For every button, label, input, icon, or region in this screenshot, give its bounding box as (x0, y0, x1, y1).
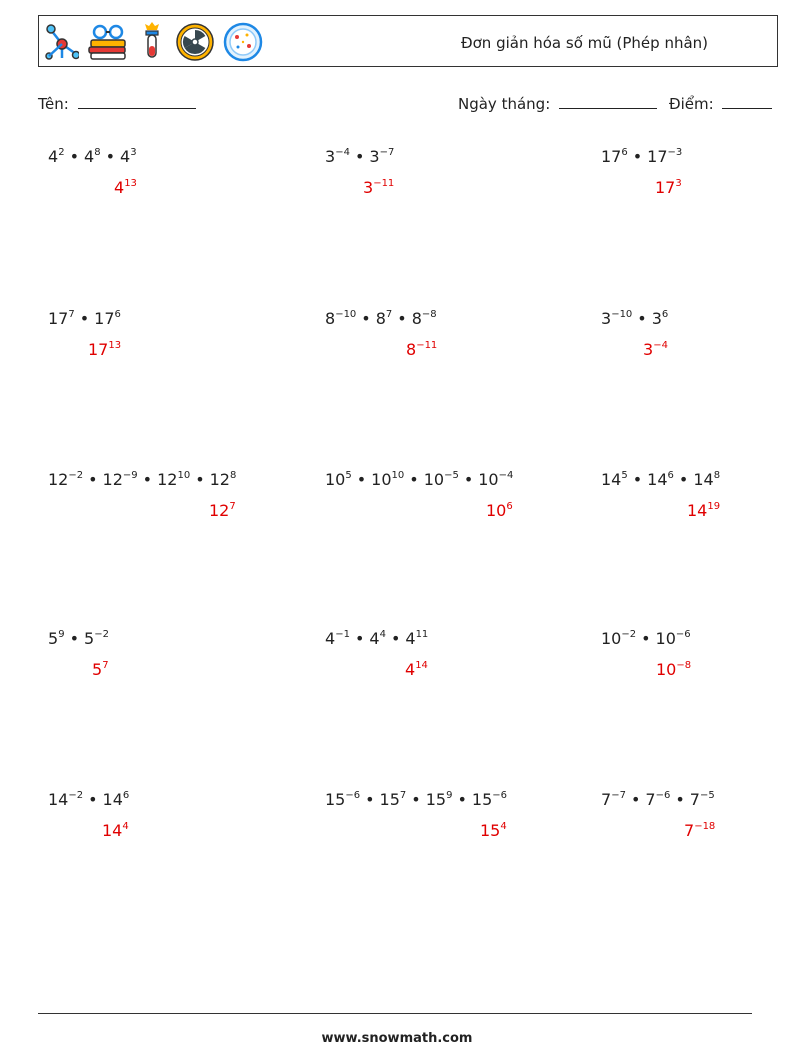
exponent: 14 (415, 660, 428, 671)
name-blank[interactable] (78, 94, 196, 109)
base: 5 (48, 629, 59, 648)
problem-expression (601, 470, 720, 490)
base: 12 (157, 470, 178, 489)
header-box (38, 15, 778, 67)
power-term (325, 470, 352, 489)
answer (656, 660, 691, 679)
base: 7 (684, 821, 695, 840)
answer-term (655, 178, 682, 197)
problem-expression (325, 790, 507, 810)
base: 14 (102, 790, 123, 809)
answer (643, 340, 668, 359)
exponent: 5 (345, 470, 352, 481)
exponent: −11 (416, 340, 438, 351)
multiply-dot: • (409, 470, 419, 489)
base: 15 (325, 790, 346, 809)
exponent: −10 (611, 309, 633, 320)
base: 4 (369, 629, 380, 648)
base: 4 (405, 629, 416, 648)
exponent: 5 (621, 470, 628, 481)
exponent: 6 (667, 470, 674, 481)
multiply-dot: • (641, 629, 651, 648)
answer-term (114, 178, 137, 197)
problem-expression (48, 629, 109, 649)
page-title: Đơn giản hóa số mũ (Phép nhân) (461, 34, 709, 52)
power-term (412, 309, 437, 328)
multiply-dot: • (69, 147, 79, 166)
power-term (84, 629, 109, 648)
multiply-dot: • (632, 470, 643, 489)
answer-term (486, 501, 513, 520)
exponent: −11 (373, 178, 395, 189)
books-glasses-icon (87, 22, 129, 62)
power-term (84, 147, 101, 166)
answer (405, 660, 428, 679)
exponent: −6 (675, 629, 691, 640)
base: 14 (48, 790, 69, 809)
exponent: −2 (621, 629, 637, 640)
base: 4 (48, 147, 59, 166)
base: 4 (84, 147, 95, 166)
answer-term (480, 821, 507, 840)
exponent: −5 (699, 790, 715, 801)
power-term (210, 470, 237, 489)
power-term (601, 147, 628, 166)
base: 5 (92, 660, 103, 679)
power-term (48, 309, 75, 328)
base: 3 (369, 147, 380, 166)
problem-expression (601, 629, 691, 649)
score-label: Điểm: (669, 95, 714, 113)
name-field (38, 94, 196, 113)
answer-term (92, 660, 109, 679)
base: 10 (486, 501, 507, 520)
power-term (478, 470, 513, 489)
exponent: −2 (68, 790, 84, 801)
exponent: 6 (122, 790, 130, 801)
exponent: −2 (68, 470, 84, 481)
base: 15 (425, 790, 447, 809)
answer (88, 340, 121, 359)
power-term (48, 470, 83, 489)
power-term (325, 147, 350, 166)
footer-url: www.snowmath.com (321, 1031, 473, 1046)
exponent: −3 (667, 147, 683, 158)
multiply-dot: • (632, 147, 643, 166)
answer (406, 340, 437, 359)
answer-term (209, 501, 236, 520)
power-term (371, 470, 404, 489)
base: 17 (88, 340, 109, 359)
base: 10 (656, 660, 677, 679)
base: 3 (325, 147, 336, 166)
multiply-dot: • (411, 790, 421, 809)
exponent: 11 (415, 629, 429, 640)
exponent: −2 (94, 629, 109, 640)
power-term (376, 309, 393, 328)
date-label: Ngày tháng: (458, 95, 551, 113)
exponent: −7 (379, 147, 395, 158)
base: 3 (363, 178, 374, 197)
multiply-dot: • (69, 629, 79, 648)
exponent: 10 (391, 470, 405, 481)
multiply-dot: • (195, 470, 205, 489)
name-label: Tên: (38, 95, 69, 113)
exponent: 6 (661, 309, 669, 320)
answer-term (102, 821, 129, 840)
power-term (426, 790, 453, 809)
base: 17 (655, 178, 676, 197)
base: 7 (689, 790, 700, 809)
exponent: −6 (345, 790, 361, 801)
base: 4 (120, 147, 131, 166)
power-term (103, 470, 138, 489)
power-term (601, 309, 632, 328)
exponent: 7 (229, 501, 236, 512)
answer (363, 178, 394, 197)
problem-expression (325, 147, 394, 167)
base: 4 (114, 178, 125, 197)
answer-term (406, 340, 437, 359)
base: 10 (655, 629, 676, 648)
problem-expression (325, 629, 428, 649)
exponent: −8 (676, 660, 692, 671)
answer (486, 501, 513, 520)
multiply-dot: • (142, 470, 153, 489)
base: 7 (601, 790, 612, 809)
exponent: −4 (335, 147, 350, 158)
exponent: −7 (611, 790, 626, 801)
multiply-dot: • (463, 470, 474, 489)
exponent: 9 (58, 629, 65, 640)
base: 4 (405, 660, 416, 679)
power-term (693, 470, 720, 489)
exponent: 19 (707, 501, 721, 512)
exponent: 10 (177, 470, 191, 481)
problem-expression (601, 309, 668, 329)
multiply-dot: • (637, 309, 647, 328)
base: 17 (94, 309, 115, 328)
power-term (103, 790, 130, 809)
test-tube-icon (137, 22, 167, 62)
base: 3 (651, 309, 662, 328)
exponent: 4 (379, 629, 386, 640)
answer-term (363, 178, 394, 197)
exponent: 6 (621, 147, 628, 158)
power-term (94, 309, 121, 328)
power-term (601, 790, 626, 809)
exponent: −18 (694, 821, 716, 832)
answer-term (687, 501, 720, 520)
base: 4 (325, 629, 336, 648)
answer (102, 821, 129, 840)
problem-expression (601, 147, 682, 167)
base: 10 (423, 470, 445, 489)
answer-term (684, 821, 715, 840)
power-term (369, 147, 394, 166)
exponent: 3 (130, 147, 137, 158)
exponent: −6 (655, 790, 671, 801)
multiply-dot: • (365, 790, 375, 809)
power-term (601, 470, 628, 489)
answer (480, 821, 507, 840)
base: 14 (601, 470, 622, 489)
exponent: −6 (492, 790, 507, 801)
date-blank[interactable] (559, 94, 657, 109)
base: 3 (601, 309, 612, 328)
base: 10 (478, 470, 499, 489)
problem-expression (601, 790, 715, 810)
exponent: 4 (500, 821, 507, 832)
power-term (424, 470, 459, 489)
exponent: 8 (94, 147, 101, 158)
power-term (405, 629, 428, 648)
multiply-dot: • (457, 790, 467, 809)
multiply-dot: • (88, 470, 98, 489)
power-term (690, 790, 715, 809)
base: 12 (48, 470, 69, 489)
exponent: −10 (335, 309, 357, 320)
base: 12 (209, 470, 230, 489)
exponent: 8 (713, 470, 721, 481)
power-term (48, 629, 65, 648)
base: 8 (375, 309, 386, 328)
power-term (380, 790, 407, 809)
score-field (669, 94, 772, 113)
exponent: 13 (108, 340, 122, 351)
power-term (601, 629, 636, 648)
power-term (652, 309, 669, 328)
answer (114, 178, 137, 197)
power-term (645, 790, 670, 809)
base: 14 (102, 821, 123, 840)
power-term (120, 147, 137, 166)
icon-strip (45, 21, 263, 63)
base: 15 (471, 790, 493, 809)
problem-expression (48, 470, 236, 490)
molecule-icon (45, 22, 79, 62)
exponent: 8 (229, 470, 237, 481)
multiply-dot: • (361, 309, 371, 328)
multiply-dot: • (390, 629, 401, 648)
problem-expression (325, 470, 513, 490)
exponent: −9 (122, 470, 138, 481)
answer (684, 821, 715, 840)
power-term (472, 790, 507, 809)
base: 14 (693, 470, 714, 489)
exponent: 4 (122, 821, 129, 832)
multiply-dot: • (354, 147, 365, 166)
exponent: −1 (335, 629, 350, 640)
power-term (325, 629, 350, 648)
answer (209, 501, 236, 520)
exponent: 9 (446, 790, 453, 801)
power-term (325, 790, 360, 809)
multiply-dot: • (630, 790, 641, 809)
answer-term (656, 660, 691, 679)
base: 15 (480, 821, 501, 840)
base: 10 (325, 470, 346, 489)
exponent: 6 (114, 309, 121, 320)
petri-dish-icon (223, 22, 263, 62)
base: 12 (209, 501, 230, 520)
answer-term (643, 340, 668, 359)
multiply-dot: • (79, 309, 90, 328)
exponent: −5 (444, 470, 459, 481)
power-term (48, 147, 65, 166)
multiply-dot: • (88, 790, 98, 809)
multiply-dot: • (105, 147, 115, 166)
power-term (369, 629, 386, 648)
exponent: 7 (399, 790, 407, 801)
score-blank[interactable] (722, 94, 772, 109)
multiply-dot: • (675, 790, 685, 809)
problem-expression (48, 309, 121, 329)
exponent: −4 (653, 340, 668, 351)
base: 14 (687, 501, 708, 520)
exponent: 6 (506, 501, 513, 512)
problem-expression (48, 147, 137, 167)
multiply-dot: • (356, 470, 367, 489)
exponent: −8 (421, 309, 437, 320)
footer-divider (38, 1013, 752, 1014)
base: 15 (379, 790, 400, 809)
problem-expression (325, 309, 437, 329)
power-term (48, 790, 83, 809)
exponent: 2 (58, 147, 65, 158)
answer (92, 660, 109, 679)
exponent: 13 (124, 178, 137, 189)
multiply-dot: • (678, 470, 689, 489)
power-term (325, 309, 356, 328)
radiation-icon (175, 22, 215, 62)
base: 3 (643, 340, 654, 359)
base: 17 (48, 309, 69, 328)
base: 17 (601, 147, 622, 166)
base: 10 (601, 629, 622, 648)
exponent: −4 (498, 470, 514, 481)
answer (687, 501, 720, 520)
power-term (647, 147, 682, 166)
multiply-dot: • (397, 309, 407, 328)
base: 5 (84, 629, 95, 648)
exponent: 7 (102, 660, 109, 671)
power-term (656, 629, 691, 648)
date-field (458, 94, 657, 113)
exponent: 7 (68, 309, 75, 320)
base: 12 (102, 470, 123, 489)
base: 10 (371, 470, 392, 489)
answer (655, 178, 682, 197)
answer-term (405, 660, 428, 679)
base: 8 (325, 309, 336, 328)
exponent: 7 (385, 309, 393, 320)
problem-expression (48, 790, 129, 810)
multiply-dot: • (354, 629, 365, 648)
base: 14 (647, 470, 668, 489)
base: 8 (406, 340, 417, 359)
power-term (647, 470, 674, 489)
answer-term (88, 340, 121, 359)
exponent: 3 (675, 178, 682, 189)
power-term (157, 470, 190, 489)
base: 7 (645, 790, 656, 809)
base: 17 (647, 147, 668, 166)
base: 8 (411, 309, 422, 328)
